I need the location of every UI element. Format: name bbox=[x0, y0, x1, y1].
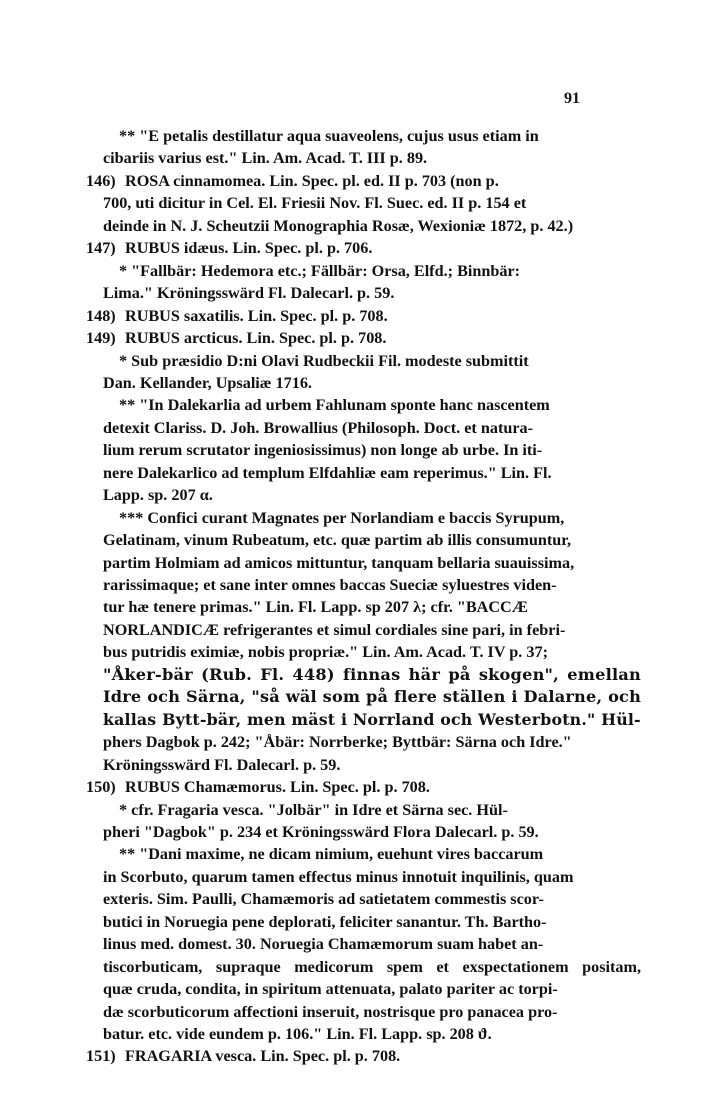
line-text: ** "Dani maxime, ne dicam nimium, euehunt vires baccarum bbox=[119, 845, 544, 864]
entry-number: 151) bbox=[86, 1047, 116, 1066]
entry-number: 148) bbox=[86, 306, 116, 325]
line-text: FRAGARIA vesca. Lin. Spec. pl. p. 708. bbox=[125, 1047, 401, 1066]
line-text: tur hæ tenere primas." Lin. Fl. Lapp. sp 207 λ; cfr. "BACCÆ bbox=[103, 598, 528, 617]
line-text: Dan. Kellander, Upsaliæ 1716. bbox=[103, 373, 312, 392]
entry-number: 149) bbox=[86, 329, 116, 348]
line-text: RUBUS idæus. Lin. Spec. pl. p. 706. bbox=[125, 239, 373, 258]
line-text: phers Dagbok p. 242; "Åbär: Norrberke; Byttbär: Särna och Idre." bbox=[103, 733, 572, 752]
line-text: * cfr. Fragaria vesca. "Jolbär" in Idre et Särna sec. Hül- bbox=[119, 800, 508, 819]
line-text: ** "E petalis destillatur aqua suaveolens, cujus usus etiam in bbox=[119, 127, 539, 145]
line-text: in Scorbuto, quarum tamen effectus minus innotuit inquilinis, quam bbox=[103, 867, 574, 886]
line-text: cibariis varius est." Lin. Am. Acad. T. III p. 89. bbox=[103, 149, 428, 168]
line-text: * "Fallbär: Hedemora etc.; Fällbär: Orsa, Elfd.; Binnbär: bbox=[119, 261, 521, 280]
page-number: 91 bbox=[564, 90, 580, 107]
line-text: RUBUS arcticus. Lin. Spec. pl. p. 708. bbox=[125, 329, 387, 348]
line-text: dæ scorbuticorum affectioni inseruit, nostrisque pro panacea pro- bbox=[103, 1002, 558, 1021]
line-text: NORLANDICÆ refrigerantes et simul cordiales sine pari, in febri- bbox=[103, 620, 566, 639]
line-text: Kröningsswärd Fl. Dalecarl. p. 59. bbox=[103, 755, 341, 774]
line-text: ** "In Dalekarlia ad urbem Fahlunam sponte hanc nascentem bbox=[119, 396, 550, 415]
line-text: rarissimaque; et sane inter omnes baccas Sueciæ syluestres viden- bbox=[103, 576, 557, 594]
entry-number: 147) bbox=[86, 239, 116, 258]
line-text: deinde in N. J. Scheutzii Monographia Rosæ, Wexioniæ 1872, p. 42.) bbox=[103, 216, 574, 235]
line-text: batur. etc. vide eundem p. 106." Lin. Fl. Lapp. sp. 208 ϑ. bbox=[103, 1025, 492, 1043]
line-text: butici in Noruegia pene deplorati, feliciter sanantur. Th. Bartho- bbox=[103, 912, 547, 931]
line-text: ROSA cinnamomea. Lin. Spec. pl. ed. II p. 703 (non p. bbox=[125, 171, 499, 190]
line-text: Idre och Särna, "så wäl som på flere ställen i Dalarne, och bbox=[103, 687, 642, 707]
entry-number: 150) bbox=[86, 778, 116, 797]
line-text: RUBUS Chamæmorus. Lin. Spec. pl. p. 708. bbox=[125, 778, 430, 797]
line-text: pheri "Dagbok" p. 234 et Kröningsswärd Flora Dalecarl. p. 59. bbox=[103, 822, 539, 841]
line-text: tiscorbuticam, supraque medicorum spem et exspectationem positam, bbox=[103, 957, 642, 976]
line-text: Gelatinam, vinum Rubeatum, etc. quæ partim ab illis consumuntur, bbox=[103, 531, 571, 550]
line-text: Lapp. sp. 207 α. bbox=[103, 486, 213, 505]
line-text: Lima." Kröningsswärd Fl. Dalecarl. p. 59. bbox=[103, 284, 395, 303]
line-text: *** Confici curant Magnates per Norlandiam e baccis Syrupum, bbox=[119, 508, 565, 527]
line-text: * Sub præsidio D:ni Olavi Rudbeckii Fil. modeste submittit bbox=[119, 351, 529, 370]
line-text: partim Holmiam ad amicos mittuntur, tanquam bellaria suauissima, bbox=[103, 553, 575, 572]
line-text: exteris. Sim. Paulli, Chamæmoris ad satietatem commestis scor- bbox=[103, 890, 544, 909]
line-text: detexit Clariss. D. Joh. Browallius (Philosoph. Doct. et natura- bbox=[103, 418, 534, 437]
line-text: quæ cruda, condita, in spiritum attenuata, palato pariter ac torpi- bbox=[103, 980, 558, 999]
line-text: "Åker-bär (Rub. Fl. 448) finnas här på skogen", emellan bbox=[103, 664, 641, 684]
line-text: bus putridis eximiæ, nobis propriæ." Lin. Am. Acad. T. IV p. 37; bbox=[103, 643, 548, 662]
line-text: 700, uti dicitur in Cel. El. Friesii Nov. Fl. Suec. ed. II p. 154 et bbox=[103, 194, 527, 213]
line-text: linus med. domest. 30. Noruegia Chamæmorum suam habet an- bbox=[103, 935, 544, 954]
line-text: RUBUS saxatilis. Lin. Spec. pl. p. 708. bbox=[125, 306, 388, 325]
line-text: lium rerum scrutator ingeniosissimus) non longe ab urbe. In iti- bbox=[103, 441, 543, 460]
line-text: nere Dalekarlico ad templum Elfdahliæ eam reperimus." Lin. Fl. bbox=[103, 463, 552, 482]
line-text: kallas Bytt-bär, men mäst i Norrland och Westerbotn." Hül- bbox=[103, 709, 641, 729]
entry-number: 146) bbox=[86, 171, 116, 190]
